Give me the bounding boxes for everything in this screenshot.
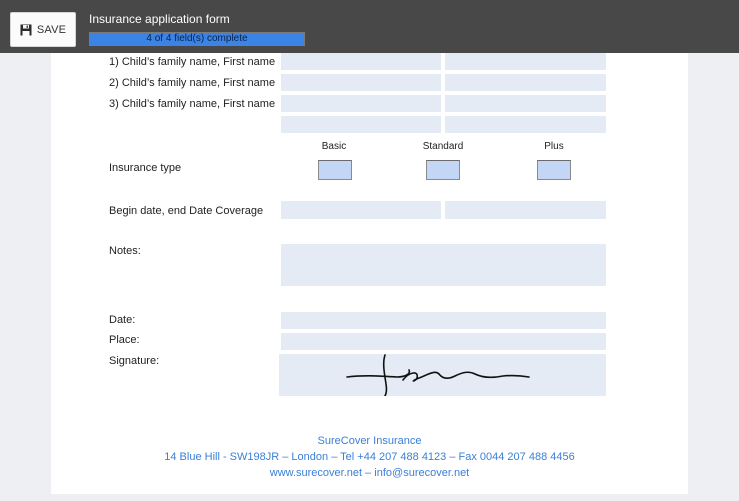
child3-first-name-field[interactable] bbox=[445, 95, 606, 112]
company-address: 14 Blue Hill - SW198JR – London – Tel +44 207 488 4123 – Fax 0044 207 488 4456 bbox=[164, 451, 575, 463]
form-title: Insurance application form bbox=[89, 12, 230, 26]
progress-text: 4 of 4 field(s) complete bbox=[146, 33, 248, 44]
completion-progress-bar bbox=[89, 32, 305, 46]
child3-family-name-field[interactable] bbox=[281, 95, 441, 112]
child1-label: 1) Child’s family name, First name bbox=[109, 56, 276, 68]
extra-first-name-field[interactable] bbox=[445, 116, 606, 133]
basic-checkbox[interactable] bbox=[318, 160, 352, 180]
notes-field[interactable] bbox=[281, 244, 606, 286]
top-toolbar bbox=[0, 0, 739, 53]
end-date-field[interactable] bbox=[445, 201, 606, 219]
save-button[interactable] bbox=[10, 12, 76, 47]
plus-checkbox[interactable] bbox=[537, 160, 571, 180]
child2-first-name-field[interactable] bbox=[445, 74, 606, 91]
floppy-disk-icon bbox=[20, 24, 32, 36]
insurance-type-label: Insurance type bbox=[109, 162, 182, 174]
child2-family-name-field[interactable] bbox=[281, 74, 441, 91]
child1-first-name-field[interactable] bbox=[445, 53, 606, 70]
begin-date-field[interactable] bbox=[281, 201, 441, 219]
company-contact: www.surecover.net – info@surecover.net bbox=[269, 467, 470, 479]
standard-checkbox[interactable] bbox=[426, 160, 460, 180]
place-field[interactable] bbox=[281, 333, 606, 350]
coverage-label: Begin date, end Date Coverage bbox=[109, 205, 264, 217]
notes-label: Notes: bbox=[109, 245, 141, 257]
child2-label: 2) Child’s family name, First name bbox=[109, 77, 276, 89]
signature-label: Signature: bbox=[109, 355, 160, 367]
date-label: Date: bbox=[109, 314, 136, 326]
option-basic-label: Basic bbox=[321, 141, 347, 152]
form-page bbox=[51, 53, 688, 494]
extra-family-name-field[interactable] bbox=[281, 116, 441, 133]
child3-label: 3) Child’s family name, First name bbox=[109, 98, 276, 110]
child1-family-name-field[interactable] bbox=[281, 53, 441, 70]
place-label: Place: bbox=[109, 334, 140, 346]
option-plus-label: Plus bbox=[544, 141, 564, 152]
handwritten-signature bbox=[279, 354, 606, 396]
signature-field[interactable] bbox=[279, 354, 606, 396]
date-field[interactable] bbox=[281, 312, 606, 329]
save-button-label: SAVE bbox=[36, 23, 67, 36]
option-standard-label: Standard bbox=[422, 141, 464, 152]
company-name: SureCover Insurance bbox=[317, 435, 422, 447]
